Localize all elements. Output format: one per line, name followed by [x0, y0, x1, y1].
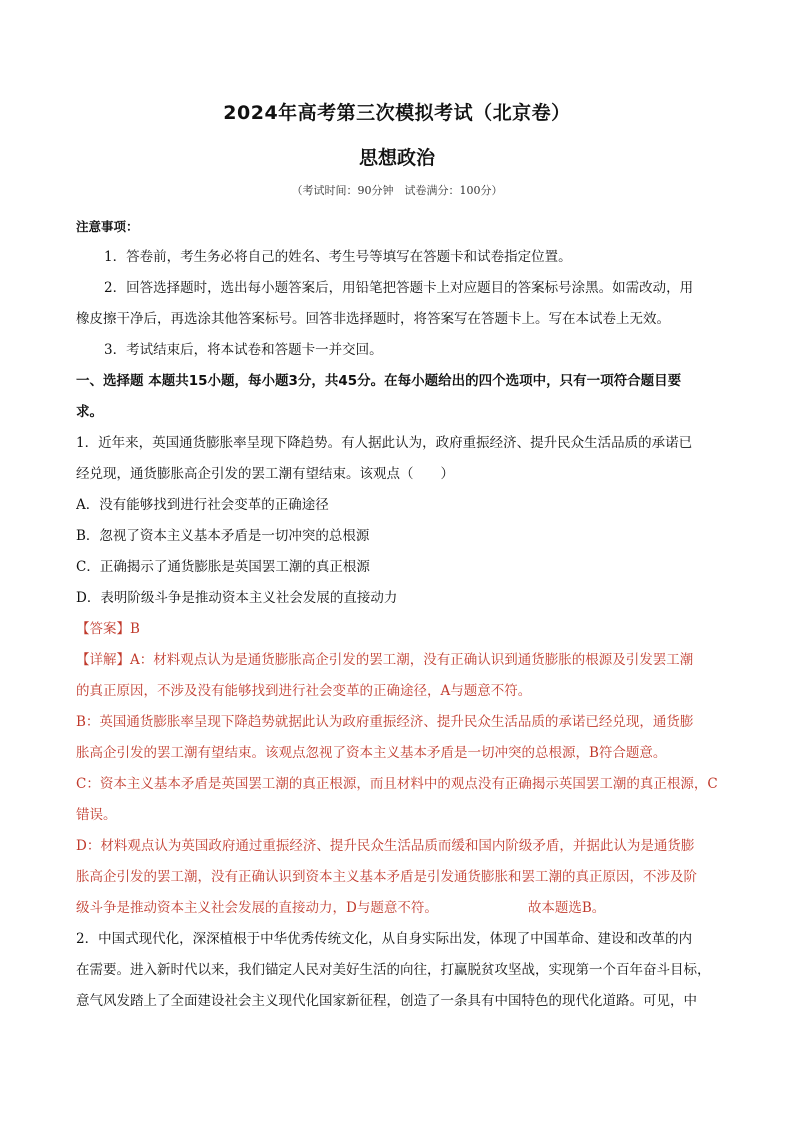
notice-item: 3．考试结束后，将本试卷和答题卡一并交回。	[104, 342, 383, 358]
notice-heading: 注意事项：	[76, 219, 139, 234]
explanation-d-continued: 胀高企引发的罢工潮，没有正确认识到资本主义基本矛盾是引发通货膨胀和罢工潮的真正原因，不涉及阶	[76, 869, 697, 885]
option-d: D．表明阶级斗争是推动资本主义社会发展的直接动力	[76, 590, 398, 606]
question-2-stem-continued: 意气风发踏上了全面建设社会主义现代化国家新征程，创造了一条具有中国特色的现代化道路。可见，中	[76, 993, 697, 1009]
section-heading: 一、选择题 本题共15小题，每小题3分，共45分。在每小题给出的四个选项中，只有一项符合题目要	[76, 373, 682, 389]
explanation-c: C：资本主义基本矛盾是英国罢工潮的真正根源，而且材料中的观点没有正确揭示英国罢工潮的真正根源，C	[76, 776, 718, 792]
question-2-stem: 2．中国式现代化，深深植根于中华优秀传统文化，从自身实际出发，体现了中国革命、建设和改革的内	[76, 931, 693, 947]
subject-title: 思想政治	[358, 147, 435, 169]
answer-label: 【答案】B	[76, 621, 140, 637]
explanation-b-continued: 胀高企引发的罢工潮有望结束。该观点忽视了资本主义基本矛盾是一切冲突的总根源，B符合题意。	[76, 745, 667, 761]
explanation-a-continued: 的真正原因，不涉及没有能够找到进行社会变革的正确途径，A与题意不符。	[76, 683, 532, 699]
option-b: B．忽视了资本主义基本矛盾是一切冲突的总根源	[76, 528, 370, 544]
exam-body	[76, 211, 724, 1017]
conclusion-text: 故本题选B。	[527, 900, 606, 916]
section-heading-continued: 求。	[76, 404, 103, 420]
option-a: A．没有能够找到进行社会变革的正确途径	[76, 497, 329, 513]
exam-title: 2024年高考第三次模拟考试（北京卷）	[223, 102, 571, 124]
explanation-a: 【详解】A：材料观点认为是通货膨胀高企引发的罢工潮，没有正确认识到通货膨胀的根源及引发罢工潮	[76, 652, 694, 668]
explanation-d-last-line: 级斗争是推动资本主义社会发展的直接动力，D与题意不符。	[76, 900, 438, 916]
explanation-d: D：材料观点认为英国政府通过重振经济、提升民众生活品质而缓和国内阶级矛盾，并据此认为是通货膨	[76, 838, 695, 854]
explanation-d-final	[76, 893, 724, 924]
exam-info: （考试时间：90分钟 试卷满分：100分）	[291, 184, 503, 197]
notice-item-continued: 橡皮擦干净后，再选涂其他答案标号。回答非选择题时，将答案写在答题卡上。写在本试卷上无效。	[76, 311, 670, 327]
explanation-b: B：英国通货膨胀率呈现下降趋势就据此认为政府重振经济、提升民众生活品质的承诺已经兑现，通货膨	[76, 714, 694, 730]
question-1-stem: 1．近年来，英国通货膨胀率呈现下降趋势。有人据此认为，政府重振经济、提升民众生活品质的承诺已	[76, 435, 693, 451]
question-1-stem-continued: 经兑现，通货膨胀高企引发的罢工潮有望结束。该观点（ ）	[76, 466, 454, 482]
question-2-stem-continued: 在需要。进入新时代以来，我们锚定人民对美好生活的向往，打赢脱贫攻坚战，实现第一个百年奋斗目标，	[76, 962, 711, 978]
option-c: C．正确揭示了通货膨胀是英国罢工潮的真正根源	[76, 559, 370, 575]
notice-item: 2．回答选择题时，选出每小题答案后，用铅笔把答题卡上对应题目的答案标号涂黑。如需改动，用	[104, 280, 694, 296]
notice-item: 1．答卷前，考生务必将自己的姓名、考生号等填写在答题卡和试卷指定位置。	[104, 249, 572, 265]
explanation-c-continued: 错误。	[76, 807, 117, 823]
